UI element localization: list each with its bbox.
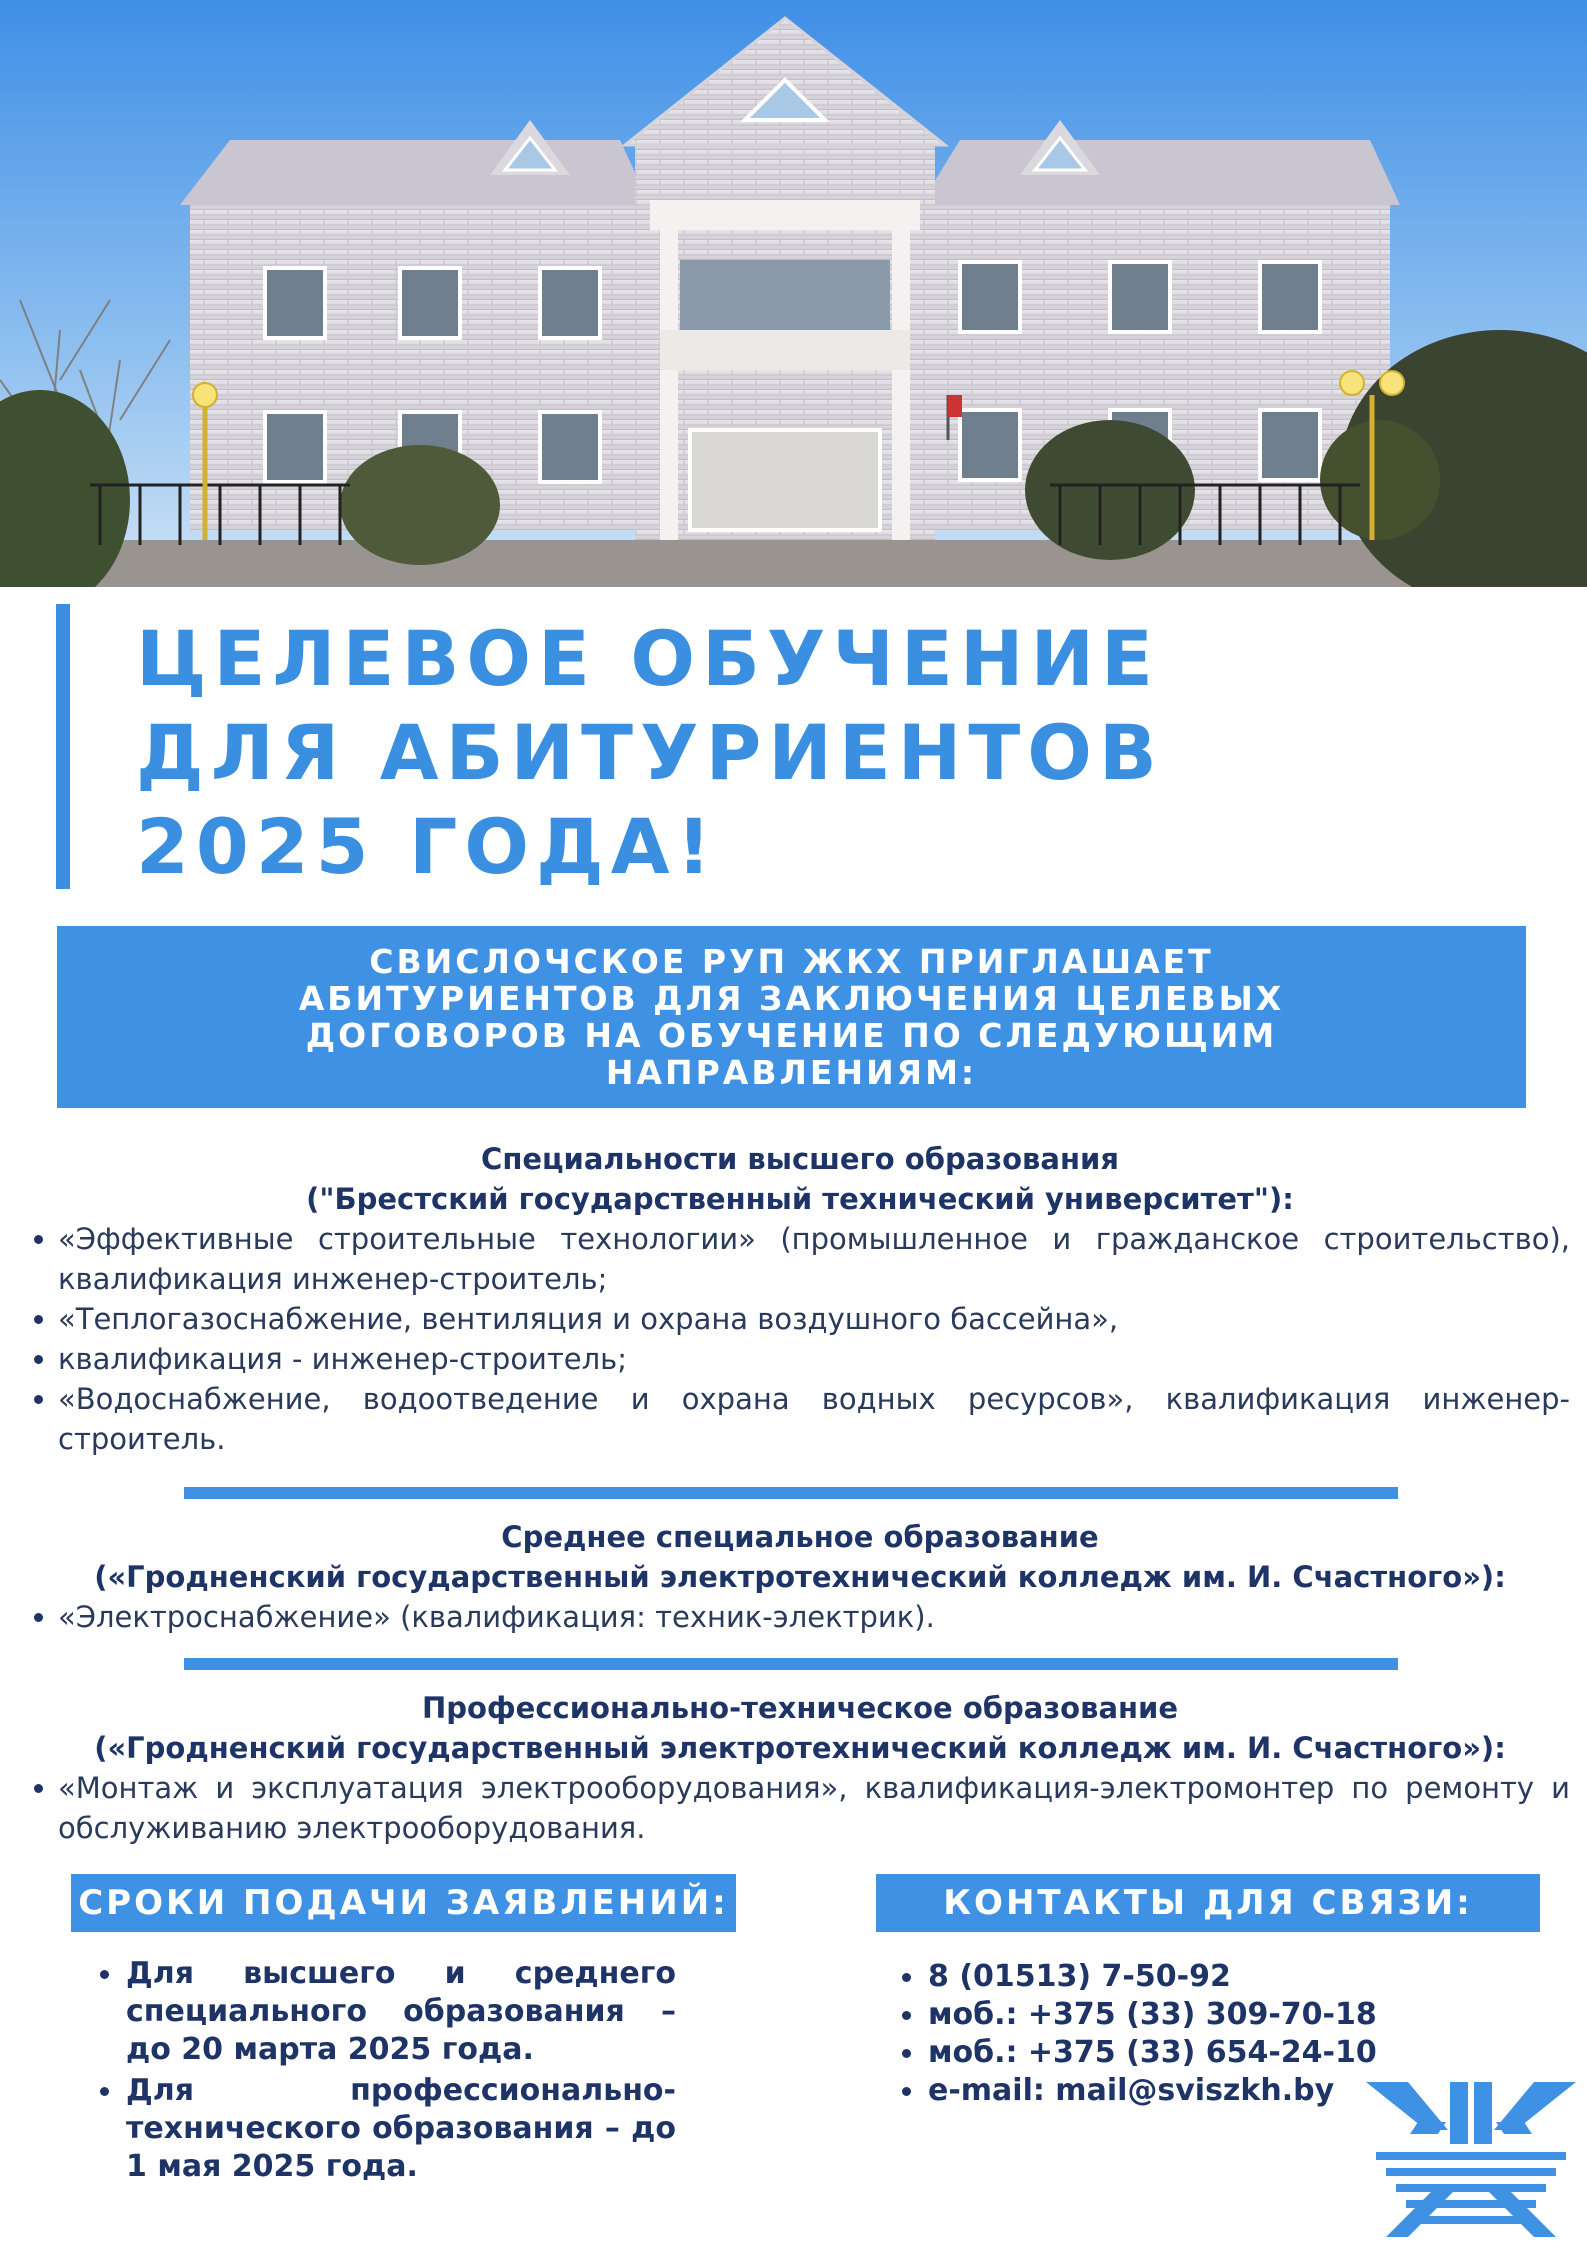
vocational-education-list [30, 1768, 1570, 1848]
deadlines-heading: СРОКИ ПОДАЧИ ЗАЯВЛЕНИЙ: [71, 1874, 736, 1932]
higher-education-section [30, 1139, 1570, 1459]
secondary-education-list [30, 1597, 1570, 1637]
list-item: «Монтаж и эксплуатация электрооборудования», квалификация-электромонтер по ремонту и обслуживанию электрооборудования. [30, 1768, 1570, 1848]
section-divider [184, 1658, 1398, 1670]
section-divider [184, 1487, 1398, 1499]
secondary-education-heading: Среднее специальное образование [501, 1520, 1099, 1554]
list-item: Для высшего и среднего специального образования – до 20 марта 2025 года. [96, 1955, 676, 2069]
building-photo [0, 0, 1587, 587]
phone-number[interactable]: 8 (01513) 7-50-92 [898, 1958, 1418, 1996]
vocational-education-institution: («Гродненский государственный электротехнический колледж им. И. Счастного»): [94, 1731, 1506, 1765]
list-item: «Электроснабжение» (квалификация: техник-электрик). [30, 1597, 1570, 1637]
list-item: «Водоснабжение, водоотведение и охрана водных ресурсов», квалификация инженер-строитель. [30, 1379, 1570, 1459]
list-item: «Эффективные строительные технологии» (промышленное и гражданское строительство), квалификация инженер-строитель; [30, 1219, 1570, 1299]
contacts-list [898, 1958, 1418, 2110]
invitation-text: СВИСЛОЧСКОЕ РУП ЖКХ ПРИГЛАШАЕТ АБИТУРИЕНТОВ ДЛЯ ЗАКЛЮЧЕНИЯ ЦЕЛЕВЫХ ДОГОВОРОВ НА ОБУЧЕНИЕ ПО СЛЕДУЮЩИМ НАПРАВЛЕНИЯМ: [298, 942, 1285, 1092]
deadlines-list [96, 1955, 676, 2189]
title-line-3: 2025 ГОДА! [136, 802, 719, 891]
list-item: «Теплогазоснабжение, вентиляция и охрана воздушного бассейна», [30, 1299, 1570, 1339]
list-item: квалификация - инженер-строитель; [30, 1339, 1570, 1379]
higher-education-list [30, 1219, 1570, 1459]
page-title [136, 612, 1436, 894]
secondary-education-institution: («Гродненский государственный электротехнический колледж им. И. Счастного»): [94, 1560, 1506, 1594]
title-line-2: ДЛЯ АБИТУРИЕНТОВ [136, 708, 1164, 797]
invitation-banner [57, 926, 1526, 1108]
title-line-1: ЦЕЛЕВОЕ ОБУЧЕНИЕ [136, 614, 1160, 703]
mobile-number[interactable]: моб.: +375 (33) 309-70-18 [898, 1996, 1418, 2034]
vocational-education-section [30, 1688, 1570, 1848]
secondary-education-section [30, 1517, 1570, 1637]
contacts-heading: КОНТАКТЫ ДЛЯ СВЯЗИ: [876, 1874, 1540, 1932]
title-accent-bar [56, 604, 70, 889]
mobile-number[interactable]: моб.: +375 (33) 654-24-10 [898, 2034, 1418, 2072]
higher-education-institution: ("Брестский государственный технический университет"): [306, 1182, 1294, 1216]
list-item: Для профессионально-технического образования – до 1 мая 2025 года. [96, 2072, 676, 2186]
vocational-education-heading: Профессионально-техническое образование [421, 1691, 1179, 1725]
zhkh-logo-icon [1366, 2082, 1576, 2237]
higher-education-heading: Специальности высшего образования [481, 1142, 1119, 1176]
email-link[interactable]: e-mail: mail@sviszkh.by [898, 2072, 1418, 2110]
